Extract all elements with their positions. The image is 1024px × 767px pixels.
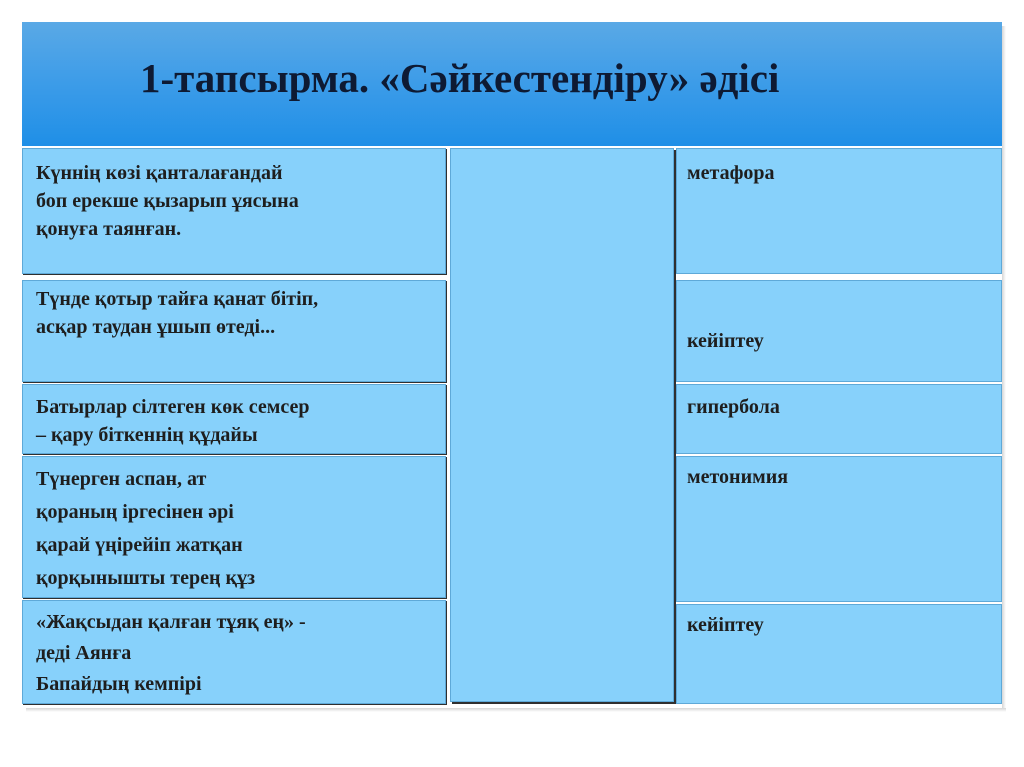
right-cell-5 [676, 604, 1002, 704]
left-cell-5 [22, 600, 446, 704]
left-cell-text: Түнерген аспан, ат қораның іргесінен әрі қарай үңірейіп жатқан қорқынышты терең құз [36, 468, 256, 589]
slide-shadow-right [1002, 26, 1006, 710]
answer-column [450, 148, 674, 702]
left-cell-text: Күннің көзі қанталағандай боп ерекше қызарып ұясына қонуға таянған. [36, 162, 299, 240]
left-cell-3 [22, 384, 446, 454]
right-cell-4 [676, 456, 1002, 602]
slide-title: 1-тапсырма. «Сәйкестендіру» әдісі [140, 55, 780, 101]
left-cell-text: «Жақсыдан қалған тұяқ ең» - деді Аянға Бапайдың кемпірі [36, 611, 306, 695]
right-cell-text: метафора [687, 162, 775, 184]
right-cell-text: кейіптеу [687, 330, 764, 352]
left-cell-text: Түнде қотыр тайға қанат бітіп, асқар таудан ұшып өтеді... [36, 288, 319, 338]
title-banner [22, 22, 1002, 146]
right-cell-1 [676, 148, 1002, 274]
left-cell-text: Батырлар сілтеген көк семсер – қару біткеннің құдайы [36, 396, 310, 446]
right-cell-3 [676, 384, 1002, 454]
slide-shadow-bottom [26, 708, 1006, 712]
right-cell-text: кейіптеу [687, 614, 764, 636]
left-cell-4 [22, 456, 446, 598]
left-cell-1 [22, 148, 446, 274]
right-cell-text: гипербола [687, 396, 780, 418]
right-cell-text: метонимия [687, 466, 789, 488]
right-cell-2 [676, 280, 1002, 382]
left-cell-2 [22, 280, 446, 382]
